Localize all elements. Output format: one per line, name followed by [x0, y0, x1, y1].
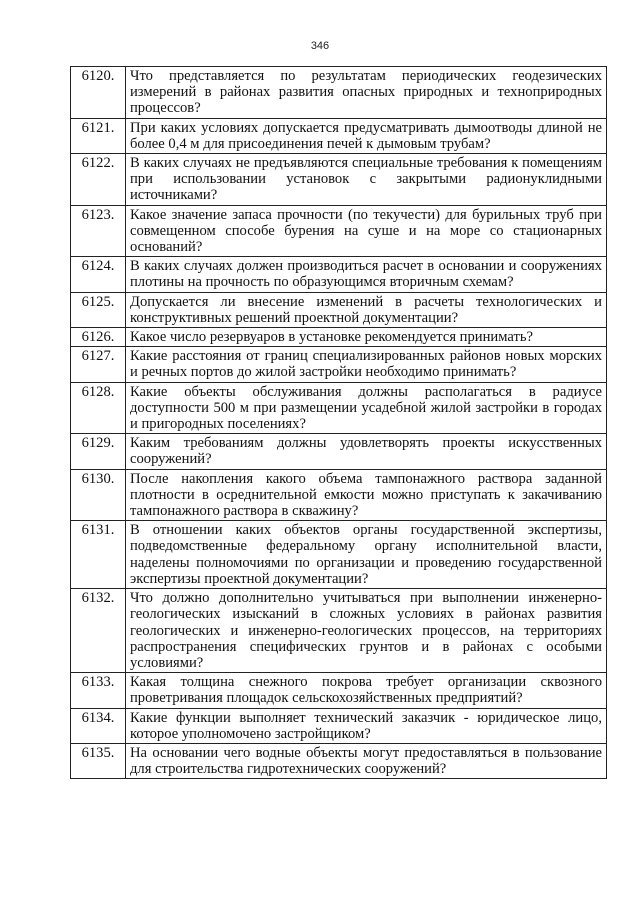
question-number: 6127.: [71, 347, 126, 382]
question-row: [71, 118, 607, 153]
question-number: 6126.: [71, 328, 126, 347]
question-number: 6135.: [71, 743, 126, 778]
question-row: [71, 743, 607, 778]
question-number: 6129.: [71, 434, 126, 469]
question-text: После накопления какого объема тампонажного раствора заданной плотности в осреднительной емкости можно приступать к закачиванию тампонажного раствора в скважину?: [126, 469, 607, 521]
questions-table: [70, 66, 607, 779]
question-text: Какие расстояния от границ специализированных районов новых морских и речных портов до жилой застройки необходимо принимать?: [126, 347, 607, 382]
question-number: 6120.: [71, 67, 126, 119]
question-row: [71, 257, 607, 292]
question-row: [71, 708, 607, 743]
question-number: 6124.: [71, 257, 126, 292]
question-number: 6123.: [71, 205, 126, 257]
question-row: [71, 347, 607, 382]
question-text: Допускается ли внесение изменений в расчеты технологических и конструктивных решений проектной документации?: [126, 292, 607, 327]
question-row: [71, 292, 607, 327]
question-row: [71, 434, 607, 469]
question-text: Какая толщина снежного покрова требует организации сквозного проветривания площадок сельскохозяйственных предприятий?: [126, 673, 607, 708]
question-text: На основании чего водные объекты могут предоставляться в пользование для строительства гидротехнических сооружений?: [126, 743, 607, 778]
question-text: Каким требованиям должны удовлетворять проекты искусственных сооружений?: [126, 434, 607, 469]
page-number: 346: [310, 40, 330, 52]
question-number: 6121.: [71, 118, 126, 153]
question-row: [71, 382, 607, 434]
question-number: 6125.: [71, 292, 126, 327]
question-row: [71, 154, 607, 206]
question-text: Что представляется по результатам периодических геодезических измерений в районах развития опасных природных и техноприродных процессов?: [126, 67, 607, 119]
question-text: В отношении каких объектов органы государственной экспертизы, подведомственные федеральному органу исполнительной власти, наделены полномочиями по организации и проведению государственной экспертизы проектной документации?: [126, 521, 607, 589]
question-text: При каких условиях допускается предусматривать дымоотводы длиной не более 0,4 м для присоединения печей к дымовым трубам?: [126, 118, 607, 153]
question-row: [71, 673, 607, 708]
question-row: [71, 589, 607, 673]
question-number: 6133.: [71, 673, 126, 708]
questions-table-body: [71, 67, 607, 779]
question-row: [71, 67, 607, 119]
question-text: Что должно дополнительно учитываться при выполнении инженерно-геологических изысканий в сложных условиях в районах развития геологических и инженерно-геологических процессов, на территориях распространения специфических грунтов и в районах с особыми условиями?: [126, 589, 607, 673]
question-text: Какие функции выполняет технический заказчик - юридическое лицо, которое уполномочено застройщиком?: [126, 708, 607, 743]
question-row: [71, 521, 607, 589]
question-number: 6132.: [71, 589, 126, 673]
question-text: Какое число резервуаров в установке рекомендуется принимать?: [126, 328, 607, 347]
question-text: В каких случаях должен производиться расчет в основании и сооружениях плотины на прочность по образующимся вторичным схемам?: [126, 257, 607, 292]
question-number: 6131.: [71, 521, 126, 589]
question-row: [71, 328, 607, 347]
question-number: 6128.: [71, 382, 126, 434]
question-number: 6122.: [71, 154, 126, 206]
question-number: 6130.: [71, 469, 126, 521]
question-text: Какие объекты обслуживания должны располагаться в радиусе доступности 500 м при размещении усадебной жилой застройки в городах и пригородных поселениях?: [126, 382, 607, 434]
question-row: [71, 205, 607, 257]
question-text: В каких случаях не предъявляются специальные требования к помещениям при использовании установок с закрытыми радионуклидными источниками?: [126, 154, 607, 206]
question-number: 6134.: [71, 708, 126, 743]
question-text: Какое значение запаса прочности (по текучести) для бурильных труб при совмещенном способе бурения на суше и на море со стационарных оснований?: [126, 205, 607, 257]
question-row: [71, 469, 607, 521]
